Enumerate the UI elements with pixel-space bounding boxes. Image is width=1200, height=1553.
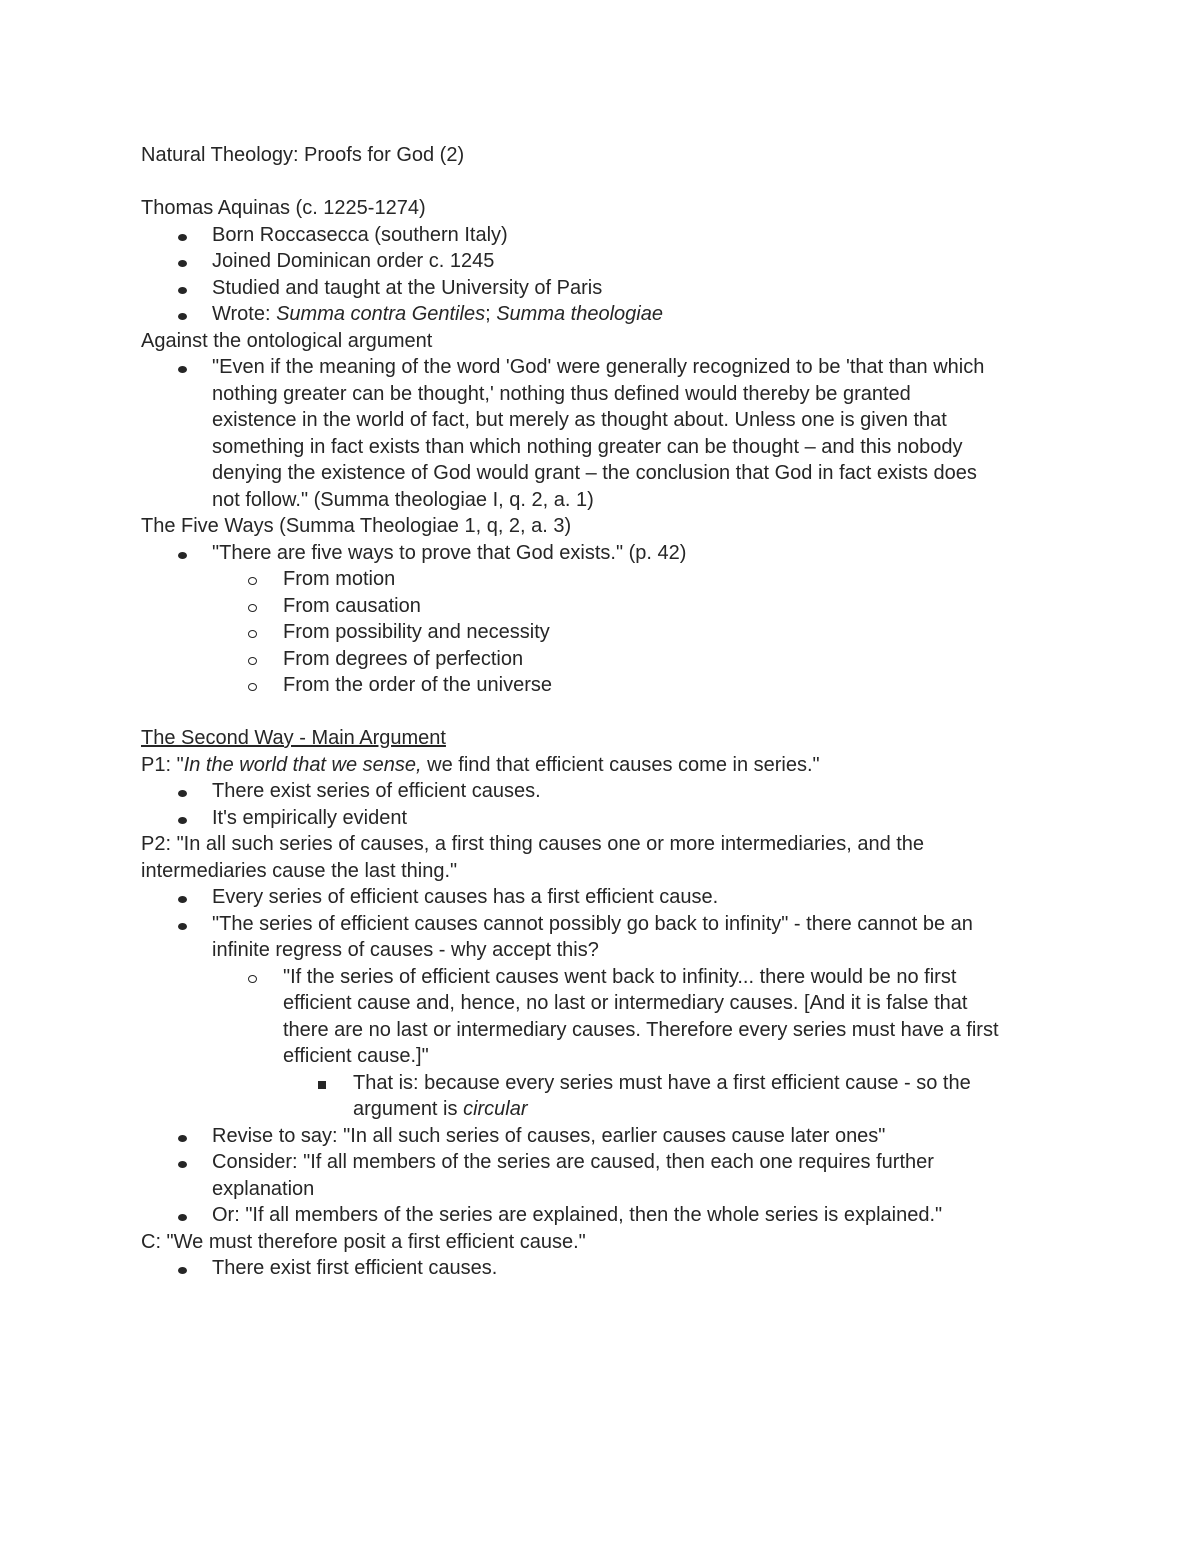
bullet-icon — [172, 778, 192, 805]
bullet-icon — [172, 222, 192, 249]
list-item — [141, 1123, 1071, 1150]
list-item-text: There exist first efficient causes. — [212, 1257, 498, 1279]
premise-italic: In the world that we sense, — [183, 753, 422, 776]
quote-line: not follow." (Summa theologiae I, q. 2, a. 1) — [212, 488, 594, 511]
bullet-icon — [172, 540, 192, 567]
list-item-text: there are no last or intermediary causes. Therefore every series must have a first — [283, 1018, 999, 1041]
list-item — [141, 540, 1071, 567]
list-item-text: Revise to say: "In all such series of causes, earlier causes cause later ones" — [212, 1124, 886, 1147]
quote-line: something in fact exists than which nothing greater can be thought – and this nobody — [212, 435, 963, 458]
quote-line: "Even if the meaning of the word 'God' were generally recognized to be 'that than which — [212, 356, 985, 378]
list-item — [141, 566, 1071, 593]
list-item-text: Or: "If all members of the series are explained, then the whole series is explained." — [212, 1204, 943, 1226]
bullet-icon — [172, 1123, 192, 1150]
document-page — [141, 142, 1071, 1282]
quote-line: denying the existence of God would grant – the conclusion that God in fact exists does — [212, 462, 977, 484]
list-item — [141, 672, 1071, 699]
list-item — [141, 1202, 1071, 1229]
list-item — [141, 964, 1071, 1070]
list-item-text: Studied and taught at the University of Paris — [212, 276, 603, 299]
premise-prefix: P1: " — [141, 753, 184, 776]
list-item-text: From degrees of perfection — [283, 647, 524, 670]
list-item-text: infinite regress of causes - why accept this? — [212, 939, 599, 961]
list-item-text: That is: because every series must have a first efficient cause - so the — [353, 1071, 971, 1094]
list-item — [141, 301, 1071, 328]
circle-bullet-icon — [242, 566, 262, 593]
bullet-icon — [172, 275, 192, 302]
list-item-text: Joined Dominican order c. 1245 — [212, 250, 495, 272]
spacer — [141, 699, 1071, 726]
five-ways-heading: The Five Ways (Summa Theologiae 1, q, 2, a. 3) — [141, 515, 572, 537]
bullet-icon — [172, 1202, 192, 1229]
premise-2-line: intermediaries cause the last thing." — [141, 859, 458, 882]
list-item — [141, 778, 1071, 805]
list-item-text: There exist series of efficient causes. — [212, 780, 541, 802]
bullet-icon — [172, 884, 192, 911]
list-item-text: Every series of efficient causes has a first efficient cause. — [212, 886, 719, 908]
wrote-prefix: Wrote: — [212, 303, 277, 325]
list-item-text: "If the series of efficient causes went back to infinity... there would be no first — [283, 965, 957, 988]
list-item-text: "The series of efficient causes cannot possibly go back to infinity" - there cannot be an — [212, 912, 973, 935]
list-item — [141, 593, 1071, 620]
list-item — [141, 884, 1071, 911]
work-title: Summa contra Gentiles — [276, 303, 486, 325]
square-bullet-icon — [312, 1070, 332, 1097]
bullet-icon — [172, 805, 192, 832]
aquinas-heading: Thomas Aquinas (c. 1225-1274) — [141, 197, 426, 219]
circle-bullet-icon — [242, 672, 262, 699]
list-item — [141, 619, 1071, 646]
list-item-text: From causation — [283, 594, 421, 617]
list-item-text — [353, 1096, 1071, 1123]
text-italic: circular — [463, 1098, 528, 1120]
bullet-icon — [172, 248, 192, 275]
list-item-text: efficient cause.]" — [283, 1045, 429, 1067]
separator: ; — [485, 303, 497, 325]
list-item — [141, 911, 1071, 964]
list-item — [141, 646, 1071, 673]
list-item — [141, 805, 1071, 832]
document-title: Natural Theology: Proofs for God (2) — [141, 144, 465, 166]
conclusion: C: "We must therefore posit a first efficient cause." — [141, 1230, 586, 1253]
list-item — [141, 354, 1071, 513]
list-item — [141, 1149, 1071, 1202]
list-item-text: efficient cause and, hence, no last or intermediary causes. [And it is false that — [283, 992, 968, 1014]
list-item-text: explanation — [212, 1177, 315, 1200]
list-item — [141, 1255, 1071, 1282]
bullet-icon — [172, 1149, 192, 1176]
bullet-icon — [172, 301, 192, 328]
ontological-heading: Against the ontological argument — [141, 329, 433, 352]
list-item — [141, 222, 1071, 249]
quote-line: nothing greater can be thought,' nothing thus defined would thereby be granted — [212, 382, 911, 405]
bullet-icon — [172, 911, 192, 938]
list-item-text: Born Roccasecca (southern Italy) — [212, 223, 508, 246]
circle-bullet-icon — [242, 619, 262, 646]
bullet-icon — [172, 1255, 192, 1282]
list-item-text: It's empirically evident — [212, 806, 407, 829]
list-item-text: "There are five ways to prove that God exists." (p. 42) — [212, 541, 687, 564]
premise-1 — [141, 752, 1071, 779]
list-item-text: Consider: "If all members of the series are caused, then each one requires further — [212, 1151, 934, 1173]
work-title: Summa theologiae — [496, 303, 663, 325]
bullet-icon — [172, 354, 192, 381]
list-item-text: From motion — [283, 568, 396, 590]
list-item-text: From possibility and necessity — [283, 621, 550, 643]
circle-bullet-icon — [242, 646, 262, 673]
spacer — [141, 169, 1071, 196]
circle-bullet-icon — [242, 593, 262, 620]
premise-2-line: P2: "In all such series of causes, a first thing causes one or more intermediaries, and the — [141, 833, 925, 855]
second-way-heading: The Second Way - Main Argument — [141, 727, 446, 749]
premise-rest: we find that efficient causes come in series." — [421, 753, 820, 776]
circle-bullet-icon — [242, 964, 262, 991]
list-item — [141, 275, 1071, 302]
text-prefix: argument is — [353, 1098, 464, 1120]
list-item — [141, 248, 1071, 275]
list-item-text: From the order of the universe — [283, 674, 553, 696]
quote-line: existence in the world of fact, but merely as thought about. Unless one is given that — [212, 409, 947, 431]
list-item — [141, 1070, 1071, 1123]
